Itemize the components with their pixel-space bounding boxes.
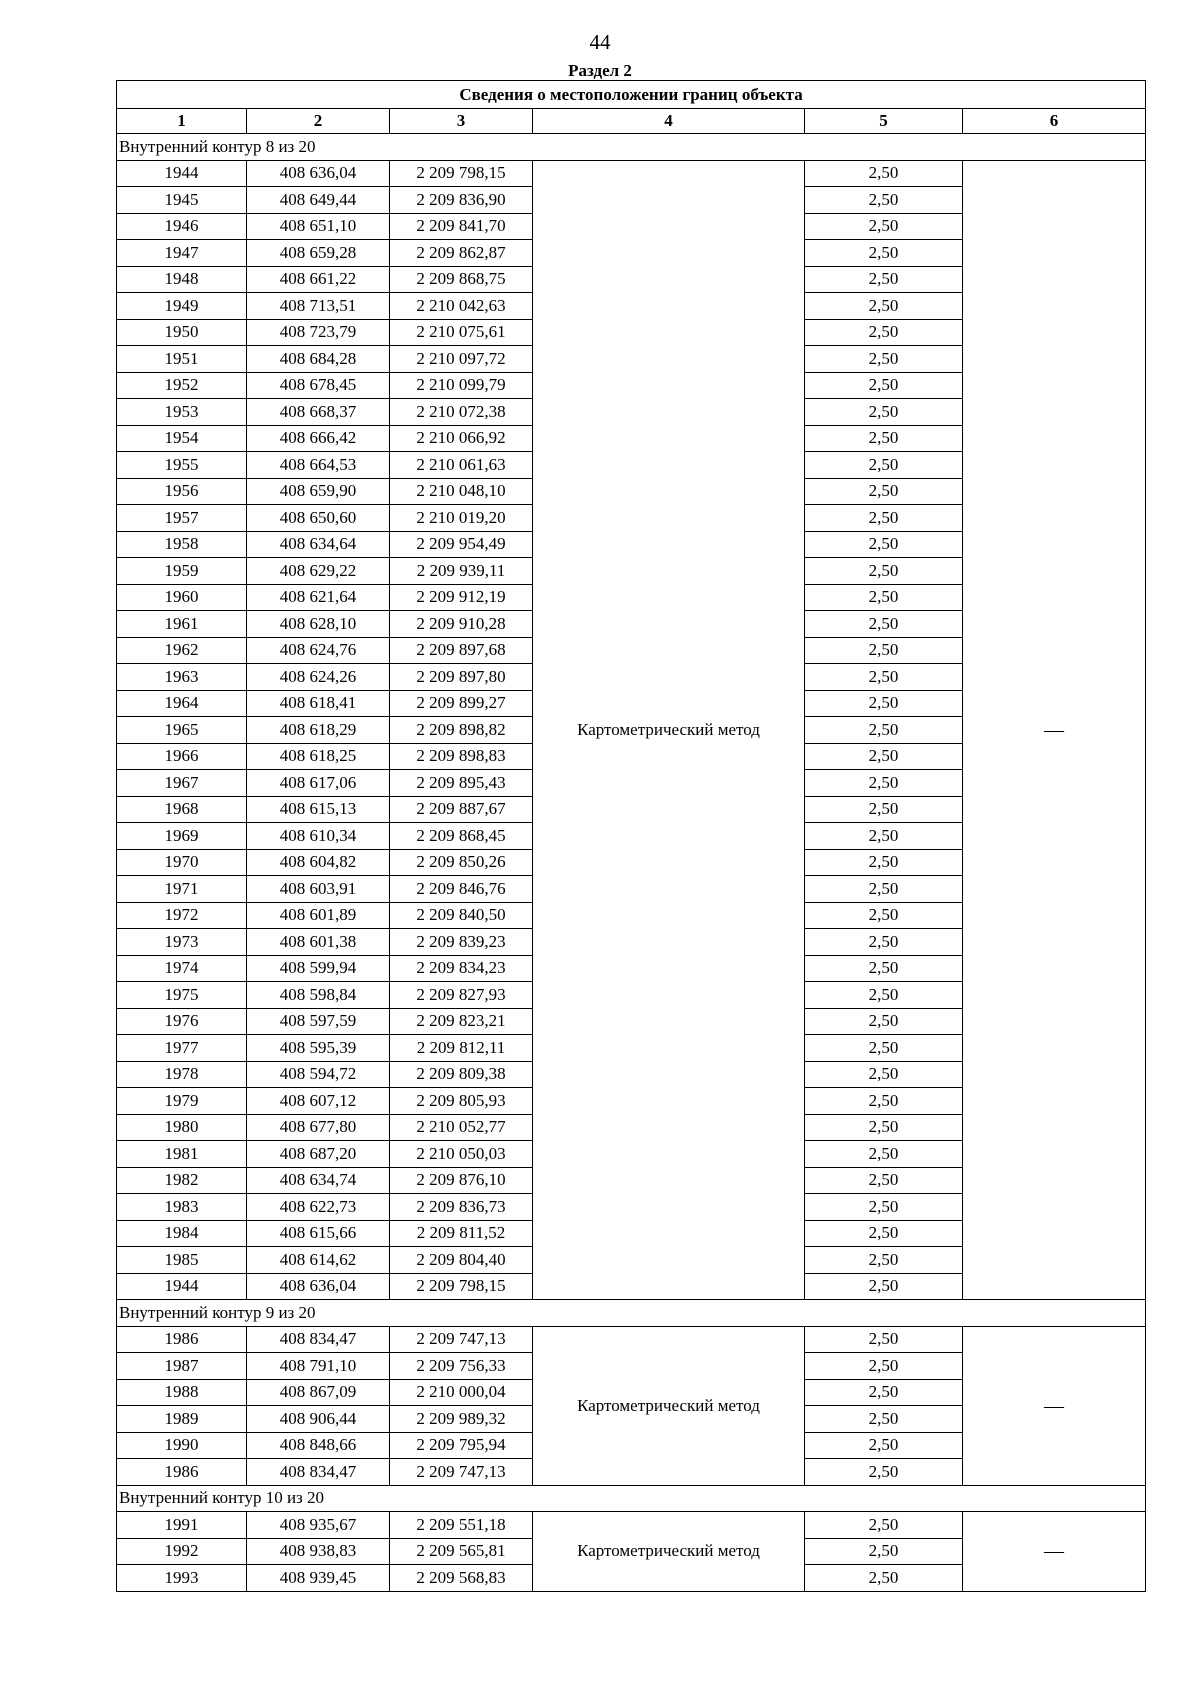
accuracy-value: 2,50: [805, 1061, 963, 1088]
accuracy-value: 2,50: [805, 929, 963, 956]
coordinate-x: 408 668,37: [247, 399, 390, 426]
method-cell: Картометрический метод: [533, 1326, 805, 1485]
coordinate-x: 408 624,76: [247, 637, 390, 664]
method-cell: Картометрический метод: [533, 1512, 805, 1592]
coordinate-y: 2 209 897,68: [390, 637, 533, 664]
coordinate-y: 2 209 812,11: [390, 1035, 533, 1062]
coordinate-x: 408 603,91: [247, 876, 390, 903]
coordinate-y: 2 209 795,94: [390, 1432, 533, 1459]
coordinate-y: 2 209 840,50: [390, 902, 533, 929]
coordinate-x: 408 713,51: [247, 293, 390, 320]
accuracy-value: 2,50: [805, 876, 963, 903]
accuracy-value: 2,50: [805, 213, 963, 240]
column-header-4: 4: [533, 109, 805, 134]
accuracy-value: 2,50: [805, 690, 963, 717]
accuracy-value: 2,50: [805, 293, 963, 320]
point-number: 1974: [117, 955, 247, 982]
coordinate-x: 408 687,20: [247, 1141, 390, 1168]
point-number: 1966: [117, 743, 247, 770]
coordinate-x: 408 594,72: [247, 1061, 390, 1088]
coordinate-y: 2 209 939,11: [390, 558, 533, 585]
accuracy-value: 2,50: [805, 1035, 963, 1062]
coordinate-y: 2 210 052,77: [390, 1114, 533, 1141]
table-row: [117, 160, 1146, 187]
coordinate-x: 408 597,59: [247, 1008, 390, 1035]
coordinate-y: 2 210 072,38: [390, 399, 533, 426]
coordinate-x: 408 622,73: [247, 1194, 390, 1221]
coordinate-x: 408 935,67: [247, 1512, 390, 1539]
coordinate-y: 2 209 836,90: [390, 187, 533, 214]
coordinate-x: 408 617,06: [247, 770, 390, 797]
point-number: 1946: [117, 213, 247, 240]
point-number: 1970: [117, 849, 247, 876]
accuracy-value: 2,50: [805, 478, 963, 505]
accuracy-value: 2,50: [805, 1088, 963, 1115]
point-number: 1958: [117, 531, 247, 558]
accuracy-value: 2,50: [805, 1220, 963, 1247]
accuracy-value: 2,50: [805, 1114, 963, 1141]
coordinate-x: 408 939,45: [247, 1565, 390, 1592]
coordinate-y: 2 210 061,63: [390, 452, 533, 479]
coordinate-y: 2 209 839,23: [390, 929, 533, 956]
table-row: [117, 1326, 1146, 1353]
coordinate-x: 408 618,25: [247, 743, 390, 770]
accuracy-value: 2,50: [805, 955, 963, 982]
point-number: 1990: [117, 1432, 247, 1459]
accuracy-value: 2,50: [805, 399, 963, 426]
coordinate-x: 408 684,28: [247, 346, 390, 373]
accuracy-value: 2,50: [805, 1008, 963, 1035]
coordinate-y: 2 209 899,27: [390, 690, 533, 717]
accuracy-value: 2,50: [805, 372, 963, 399]
coordinate-y: 2 209 876,10: [390, 1167, 533, 1194]
coordinate-y: 2 210 048,10: [390, 478, 533, 505]
coordinate-x: 408 678,45: [247, 372, 390, 399]
point-number: 1979: [117, 1088, 247, 1115]
coordinate-x: 408 666,42: [247, 425, 390, 452]
coordinate-y: 2 209 912,19: [390, 584, 533, 611]
accuracy-value: 2,50: [805, 902, 963, 929]
coordinate-x: 408 651,10: [247, 213, 390, 240]
coordinate-x: 408 834,47: [247, 1459, 390, 1486]
point-number: 1980: [117, 1114, 247, 1141]
coordinate-x: 408 610,34: [247, 823, 390, 850]
accuracy-value: 2,50: [805, 796, 963, 823]
coordinate-x: 408 848,66: [247, 1432, 390, 1459]
point-number: 1957: [117, 505, 247, 532]
coordinate-y: 2 209 834,23: [390, 955, 533, 982]
coordinate-y: 2 209 568,83: [390, 1565, 533, 1592]
point-number: 1971: [117, 876, 247, 903]
coordinate-x: 408 615,66: [247, 1220, 390, 1247]
accuracy-value: 2,50: [805, 160, 963, 187]
coordinate-x: 408 621,64: [247, 584, 390, 611]
point-number: 1948: [117, 266, 247, 293]
accuracy-value: 2,50: [805, 1273, 963, 1300]
point-number: 1978: [117, 1061, 247, 1088]
point-number: 1986: [117, 1326, 247, 1353]
column-header-5: 5: [805, 109, 963, 134]
contour-label: Внутренний контур 10 из 20: [117, 1485, 1146, 1512]
accuracy-value: 2,50: [805, 717, 963, 744]
coordinate-y: 2 210 000,04: [390, 1379, 533, 1406]
accuracy-value: 2,50: [805, 240, 963, 267]
accuracy-value: 2,50: [805, 611, 963, 638]
coordinate-y: 2 209 836,73: [390, 1194, 533, 1221]
contour-label: Внутренний контур 8 из 20: [117, 134, 1146, 161]
point-number: 1950: [117, 319, 247, 346]
coordinate-x: 408 628,10: [247, 611, 390, 638]
coordinate-x: 408 661,22: [247, 266, 390, 293]
point-number: 1961: [117, 611, 247, 638]
point-number: 1945: [117, 187, 247, 214]
column-header-2: 2: [247, 109, 390, 134]
coordinate-x: 408 867,09: [247, 1379, 390, 1406]
coordinate-x: 408 723,79: [247, 319, 390, 346]
coordinate-y: 2 209 862,87: [390, 240, 533, 267]
accuracy-value: 2,50: [805, 558, 963, 585]
accuracy-value: 2,50: [805, 982, 963, 1009]
point-number: 1985: [117, 1247, 247, 1274]
coordinate-y: 2 210 050,03: [390, 1141, 533, 1168]
coordinate-x: 408 791,10: [247, 1353, 390, 1380]
point-number: 1976: [117, 1008, 247, 1035]
accuracy-value: 2,50: [805, 531, 963, 558]
point-number: 1965: [117, 717, 247, 744]
accuracy-value: 2,50: [805, 664, 963, 691]
accuracy-value: 2,50: [805, 266, 963, 293]
point-number: 1947: [117, 240, 247, 267]
accuracy-value: 2,50: [805, 849, 963, 876]
coordinate-x: 408 604,82: [247, 849, 390, 876]
accuracy-value: 2,50: [805, 319, 963, 346]
accuracy-value: 2,50: [805, 584, 963, 611]
coordinate-x: 408 615,13: [247, 796, 390, 823]
accuracy-value: 2,50: [805, 823, 963, 850]
point-number: 1993: [117, 1565, 247, 1592]
coordinate-y: 2 209 551,18: [390, 1512, 533, 1539]
coordinate-x: 408 659,90: [247, 478, 390, 505]
contour-header-row: [117, 134, 1146, 161]
coordinate-x: 408 624,26: [247, 664, 390, 691]
point-number: 1983: [117, 1194, 247, 1221]
coordinate-y: 2 209 811,52: [390, 1220, 533, 1247]
coordinate-y: 2 210 097,72: [390, 346, 533, 373]
coordinate-y: 2 209 868,45: [390, 823, 533, 850]
point-number: 1953: [117, 399, 247, 426]
point-number: 1959: [117, 558, 247, 585]
accuracy-value: 2,50: [805, 1512, 963, 1539]
point-number: 1992: [117, 1538, 247, 1565]
contour-label: Внутренний контур 9 из 20: [117, 1300, 1146, 1327]
boundary-coordinates-table: [116, 80, 1146, 1592]
accuracy-value: 2,50: [805, 1459, 963, 1486]
point-number: 1988: [117, 1379, 247, 1406]
coordinate-x: 408 634,74: [247, 1167, 390, 1194]
point-number: 1968: [117, 796, 247, 823]
point-number: 1964: [117, 690, 247, 717]
coordinate-y: 2 209 804,40: [390, 1247, 533, 1274]
accuracy-value: 2,50: [805, 1247, 963, 1274]
column-header-3: 3: [390, 109, 533, 134]
coordinate-y: 2 209 898,82: [390, 717, 533, 744]
coordinate-y: 2 209 846,76: [390, 876, 533, 903]
coordinate-y: 2 210 042,63: [390, 293, 533, 320]
column-6-dash: —: [963, 160, 1146, 1300]
coordinate-x: 408 636,04: [247, 1273, 390, 1300]
coordinate-y: 2 209 747,13: [390, 1326, 533, 1353]
coordinate-y: 2 209 798,15: [390, 1273, 533, 1300]
coordinate-x: 408 607,12: [247, 1088, 390, 1115]
accuracy-value: 2,50: [805, 1194, 963, 1221]
coordinate-x: 408 664,53: [247, 452, 390, 479]
point-number: 1956: [117, 478, 247, 505]
column-6-dash: —: [963, 1512, 1146, 1592]
coordinate-y: 2 209 565,81: [390, 1538, 533, 1565]
coordinate-y: 2 209 809,38: [390, 1061, 533, 1088]
point-number: 1977: [117, 1035, 247, 1062]
accuracy-value: 2,50: [805, 1432, 963, 1459]
accuracy-value: 2,50: [805, 1565, 963, 1592]
accuracy-value: 2,50: [805, 770, 963, 797]
accuracy-value: 2,50: [805, 452, 963, 479]
section-title: Раздел 2: [568, 61, 632, 80]
coordinate-y: 2 210 075,61: [390, 319, 533, 346]
coordinate-y: 2 209 898,83: [390, 743, 533, 770]
accuracy-value: 2,50: [805, 1379, 963, 1406]
point-number: 1963: [117, 664, 247, 691]
coordinate-x: 408 677,80: [247, 1114, 390, 1141]
point-number: 1972: [117, 902, 247, 929]
coordinate-x: 408 634,64: [247, 531, 390, 558]
coordinate-y: 2 209 747,13: [390, 1459, 533, 1486]
accuracy-value: 2,50: [805, 1167, 963, 1194]
coordinate-x: 408 629,22: [247, 558, 390, 585]
coordinate-x: 408 601,89: [247, 902, 390, 929]
coordinate-x: 408 595,39: [247, 1035, 390, 1062]
point-number: 1975: [117, 982, 247, 1009]
point-number: 1984: [117, 1220, 247, 1247]
coordinate-x: 408 614,62: [247, 1247, 390, 1274]
point-number: 1962: [117, 637, 247, 664]
column-header-row: [117, 109, 1146, 134]
accuracy-value: 2,50: [805, 1326, 963, 1353]
table-row: [117, 1512, 1146, 1539]
coordinate-y: 2 210 019,20: [390, 505, 533, 532]
column-header-6: 6: [963, 109, 1146, 134]
coordinate-y: 2 209 841,70: [390, 213, 533, 240]
column-header-1: 1: [117, 109, 247, 134]
coordinate-y: 2 209 868,75: [390, 266, 533, 293]
coordinate-y: 2 210 099,79: [390, 372, 533, 399]
accuracy-value: 2,50: [805, 1353, 963, 1380]
coordinate-x: 408 649,44: [247, 187, 390, 214]
point-number: 1986: [117, 1459, 247, 1486]
coordinate-y: 2 209 897,80: [390, 664, 533, 691]
point-number: 1969: [117, 823, 247, 850]
column-6-dash: —: [963, 1326, 1146, 1485]
point-number: 1973: [117, 929, 247, 956]
coordinate-y: 2 209 798,15: [390, 160, 533, 187]
coordinate-x: 408 618,41: [247, 690, 390, 717]
coordinate-y: 2 209 756,33: [390, 1353, 533, 1380]
point-number: 1991: [117, 1512, 247, 1539]
coordinate-y: 2 209 910,28: [390, 611, 533, 638]
contour-header-row: [117, 1300, 1146, 1327]
method-cell: Картометрический метод: [533, 160, 805, 1300]
page-number: 44: [589, 30, 611, 54]
point-number: 1944: [117, 160, 247, 187]
coordinate-y: 2 210 066,92: [390, 425, 533, 452]
accuracy-value: 2,50: [805, 743, 963, 770]
point-number: 1967: [117, 770, 247, 797]
point-number: 1987: [117, 1353, 247, 1380]
coordinate-y: 2 209 954,49: [390, 531, 533, 558]
coordinate-y: 2 209 850,26: [390, 849, 533, 876]
accuracy-value: 2,50: [805, 637, 963, 664]
coordinate-x: 408 636,04: [247, 160, 390, 187]
accuracy-value: 2,50: [805, 505, 963, 532]
point-number: 1944: [117, 1273, 247, 1300]
point-number: 1960: [117, 584, 247, 611]
coordinate-x: 408 599,94: [247, 955, 390, 982]
accuracy-value: 2,50: [805, 1406, 963, 1433]
point-number: 1981: [117, 1141, 247, 1168]
point-number: 1954: [117, 425, 247, 452]
point-number: 1951: [117, 346, 247, 373]
coordinate-y: 2 209 827,93: [390, 982, 533, 1009]
point-number: 1955: [117, 452, 247, 479]
table-title-row: [117, 81, 1146, 109]
coordinate-y: 2 209 805,93: [390, 1088, 533, 1115]
coordinate-x: 408 601,38: [247, 929, 390, 956]
coordinate-y: 2 209 823,21: [390, 1008, 533, 1035]
coordinate-y: 2 209 887,67: [390, 796, 533, 823]
coordinate-x: 408 938,83: [247, 1538, 390, 1565]
point-number: 1989: [117, 1406, 247, 1433]
coordinate-x: 408 659,28: [247, 240, 390, 267]
accuracy-value: 2,50: [805, 1538, 963, 1565]
point-number: 1952: [117, 372, 247, 399]
accuracy-value: 2,50: [805, 1141, 963, 1168]
contour-header-row: [117, 1485, 1146, 1512]
coordinate-x: 408 650,60: [247, 505, 390, 532]
accuracy-value: 2,50: [805, 187, 963, 214]
accuracy-value: 2,50: [805, 425, 963, 452]
coordinate-y: 2 209 989,32: [390, 1406, 533, 1433]
coordinate-x: 408 834,47: [247, 1326, 390, 1353]
coordinate-x: 408 618,29: [247, 717, 390, 744]
coordinate-y: 2 209 895,43: [390, 770, 533, 797]
point-number: 1949: [117, 293, 247, 320]
accuracy-value: 2,50: [805, 346, 963, 373]
coordinate-x: 408 906,44: [247, 1406, 390, 1433]
coordinate-x: 408 598,84: [247, 982, 390, 1009]
table-title: Сведения о местоположении границ объекта: [117, 81, 1146, 109]
table-body: [117, 81, 1146, 1592]
point-number: 1982: [117, 1167, 247, 1194]
